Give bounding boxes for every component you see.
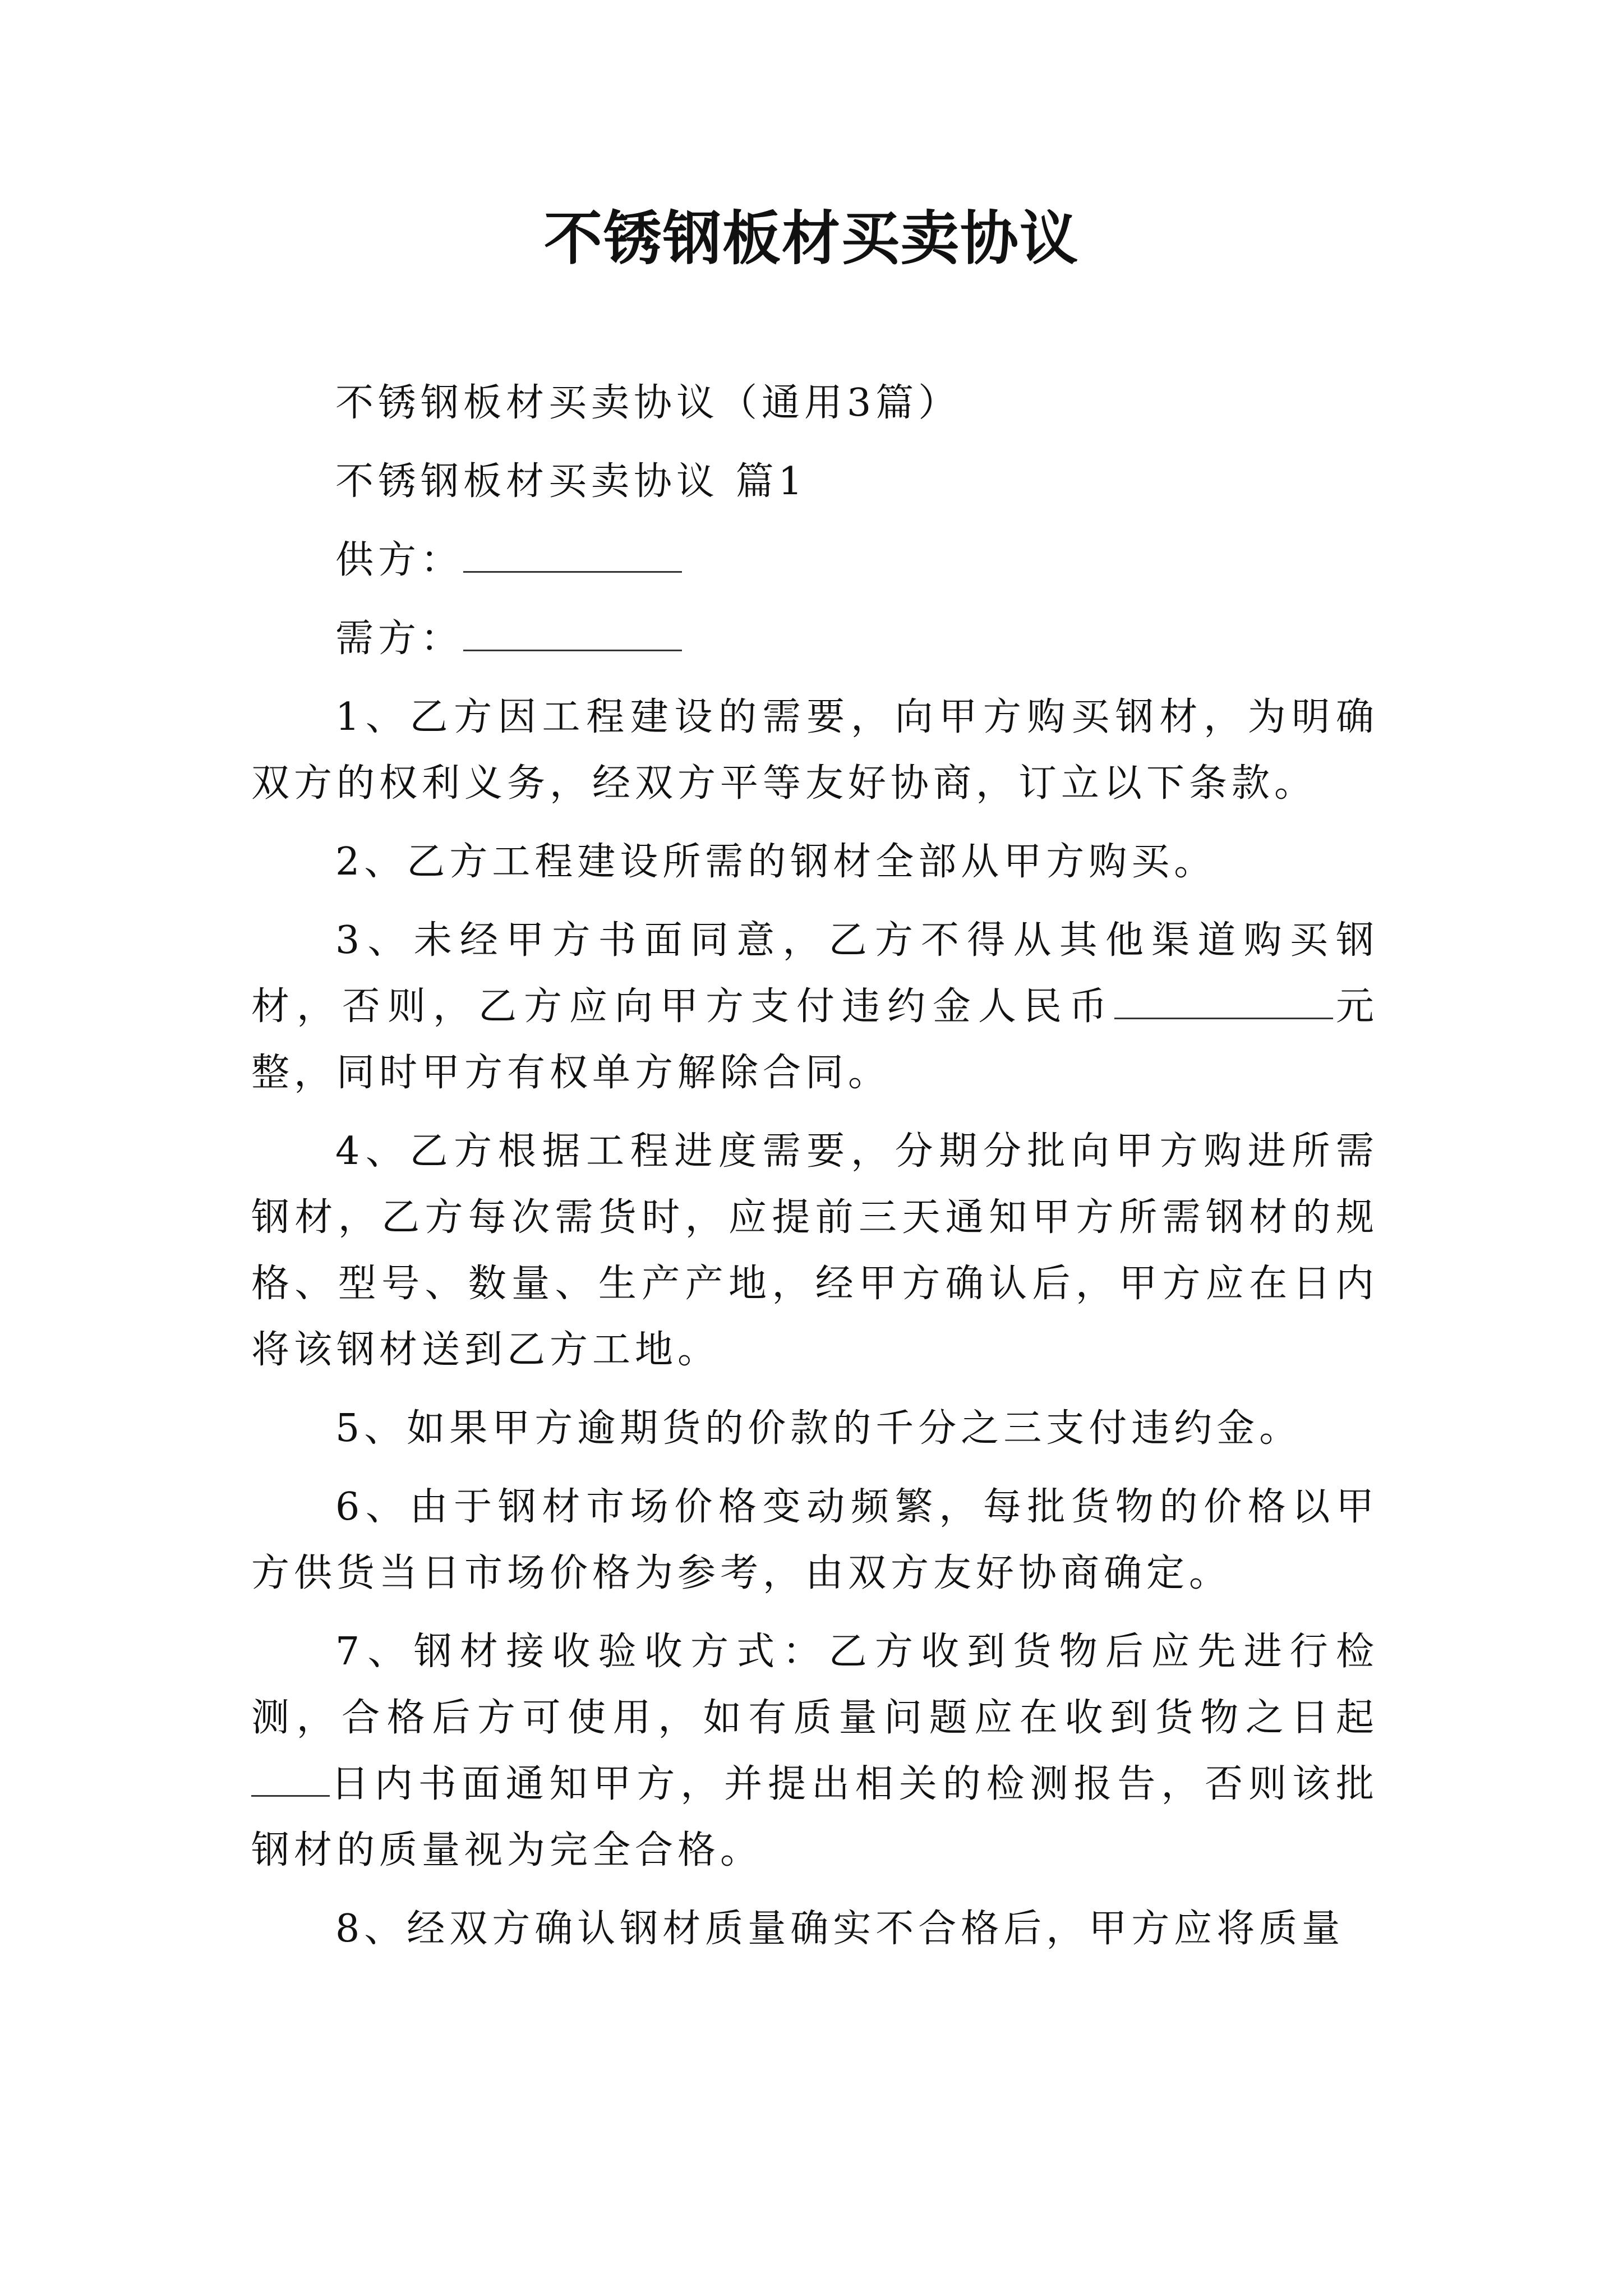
clause-6: 6、由于钢材市场价格变动频繁，每批货物的价格以甲方供货当日市场价格为参考，由双方友好协商确定。 (251, 1485, 1378, 1595)
clause-3-text-before: 3、未经甲方书面同意，乙方不得从其他渠道购买钢材，否则，乙方应向甲方支付违约金人民币 (251, 918, 1378, 1029)
clause-3 (251, 908, 1378, 1106)
document-subtitle: 不锈钢板材买卖协议（通用3篇） (335, 381, 961, 425)
document-body (251, 370, 1378, 1975)
penalty-amount-blank (1114, 978, 1333, 1019)
clause-7 (251, 1619, 1378, 1884)
supplier-line (251, 527, 1378, 593)
clause-1: 1、乙方因工程建设的需要，向甲方购买钢材，为明确双方的权利义务，经双方平等友好协商，订立以下条款。 (251, 695, 1378, 806)
supplier-blank (463, 532, 682, 573)
clause-3-text-after: 元整，同时甲方有权单方解除合同。 (251, 984, 1378, 1095)
buyer-line (251, 606, 1378, 672)
clause-7-text-before: 7、钢材接收验收方式：乙方收到货物后应先进行检测，合格后方可使用，如有质量问题应在收到货物之日起 (251, 1630, 1378, 1740)
clause-8: 8、经双方确认钢材质量确实不合格后，甲方应将质量 (335, 1907, 1345, 1951)
clause-5: 5、如果甲方逾期货的价款的千分之三支付违约金。 (335, 1406, 1302, 1451)
buyer-label: 需方： (335, 616, 464, 661)
supplier-label: 供方： (335, 538, 464, 582)
clause-4: 4、乙方根据工程进度需要，分期分批向甲方购进所需钢材，乙方每次需货时，应提前三天通知甲方所需钢材的规格、型号、数量、生产产地，经甲方确认后，甲方应在日内将该钢材送到乙方工地。 (251, 1129, 1378, 1372)
clause-2: 2、乙方工程建设所需的钢材全部从甲方购买。 (335, 840, 1217, 884)
days-blank (251, 1756, 330, 1797)
document-title: 不锈钢板材买卖协议 (543, 204, 1079, 273)
buyer-blank (463, 610, 682, 651)
clause-7-text-after: 日内书面通知甲方，并提出相关的检测报告，否则该批钢材的质量视为完全合格。 (251, 1762, 1378, 1872)
section-heading: 不锈钢板材买卖协议 篇1 (335, 459, 807, 504)
